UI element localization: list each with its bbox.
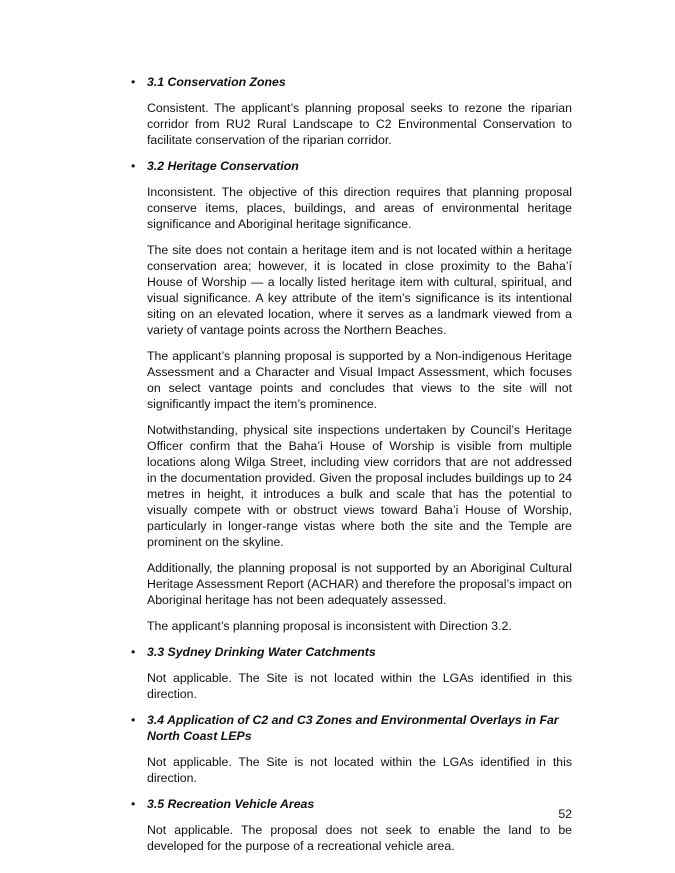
page-content <box>131 74 572 864</box>
paragraph: Not applicable. The Site is not located within the LGAs identified in this direction. <box>147 671 572 701</box>
bullet-icon: • <box>131 645 136 659</box>
paragraph: Additionally, the planning proposal is not supported by an Aboriginal Cultural Heritage Assessment Report (ACHAR) and therefore the proposal’s impact on Aboriginal heritage has not been adequately assessed. <box>147 561 572 607</box>
paragraph: Inconsistent. The objective of this direction requires that planning proposal conserve items, places, buildings, and areas of environmental heritage significance and Aboriginal heritage significance. <box>147 185 572 231</box>
bullet-icon: • <box>131 713 136 727</box>
bullet-icon: • <box>131 797 136 811</box>
paragraph: The applicant’s planning proposal is inconsistent with Direction 3.2. <box>147 619 512 633</box>
paragraph: Notwithstanding, physical site inspections undertaken by Council’s Heritage Officer confirm that the Baha’i House of Worship is visible from multiple locations along Wilga Street, including view corridors that are not addressed in the documentation provided. Given the proposal includes buildings up to 24 metres in height, it introduces a bulk and scale that has the potential to visually compete with or obstruct views toward Baha’i House of Worship, particularly in longer-range vistas where both the site and the Temple are prominent on the skyline. <box>147 423 572 549</box>
heading-text: 3.2 Heritage Conservation <box>147 159 299 173</box>
heading-text: 3.1 Conservation Zones <box>147 75 286 89</box>
section-heading-3-3 <box>131 644 572 660</box>
paragraph: Not applicable. The Site is not located within the LGAs identified in this direction. <box>147 755 572 785</box>
heading-text: 3.3 Sydney Drinking Water Catchments <box>147 645 376 659</box>
bullet-icon: • <box>131 75 136 89</box>
section-heading-3-4 <box>131 712 572 744</box>
heading-text: 3.4 Application of C2 and C3 Zones and Environmental Overlays in Far North Coast LEPs <box>147 713 559 743</box>
paragraph: Not applicable. The proposal does not seek to enable the land to be developed for the purpose of a recreational vehicle area. <box>147 823 572 853</box>
bullet-icon: • <box>131 159 136 173</box>
section-heading-3-2 <box>131 158 572 174</box>
paragraph: The site does not contain a heritage item and is not located within a heritage conservation area; however, it is located in close proximity to the Baha’í House of Worship — a locally listed heritage item with cultural, spiritual, and visual significance. A key attribute of the item’s significance is its intentional siting on an elevated location, where it serves as a landmark viewed from a variety of vantage points across the Northern Beaches. <box>147 243 572 337</box>
section-heading-3-5 <box>131 796 572 812</box>
paragraph: The applicant’s planning proposal is supported by a Non-indigenous Heritage Assessment and a Character and Visual Impact Assessment, which focuses on select vantage points and concludes that views to the site will not significantly impact the item’s prominence. <box>147 349 572 411</box>
heading-text: 3.5 Recreation Vehicle Areas <box>147 797 315 811</box>
paragraph: Consistent. The applicant’s planning proposal seeks to rezone the riparian corridor from RU2 Rural Landscape to C2 Environmental Conservation to facilitate conservation of the riparian corridor. <box>147 101 572 147</box>
page-number: 52 <box>558 807 572 821</box>
section-heading-3-1 <box>131 74 572 90</box>
